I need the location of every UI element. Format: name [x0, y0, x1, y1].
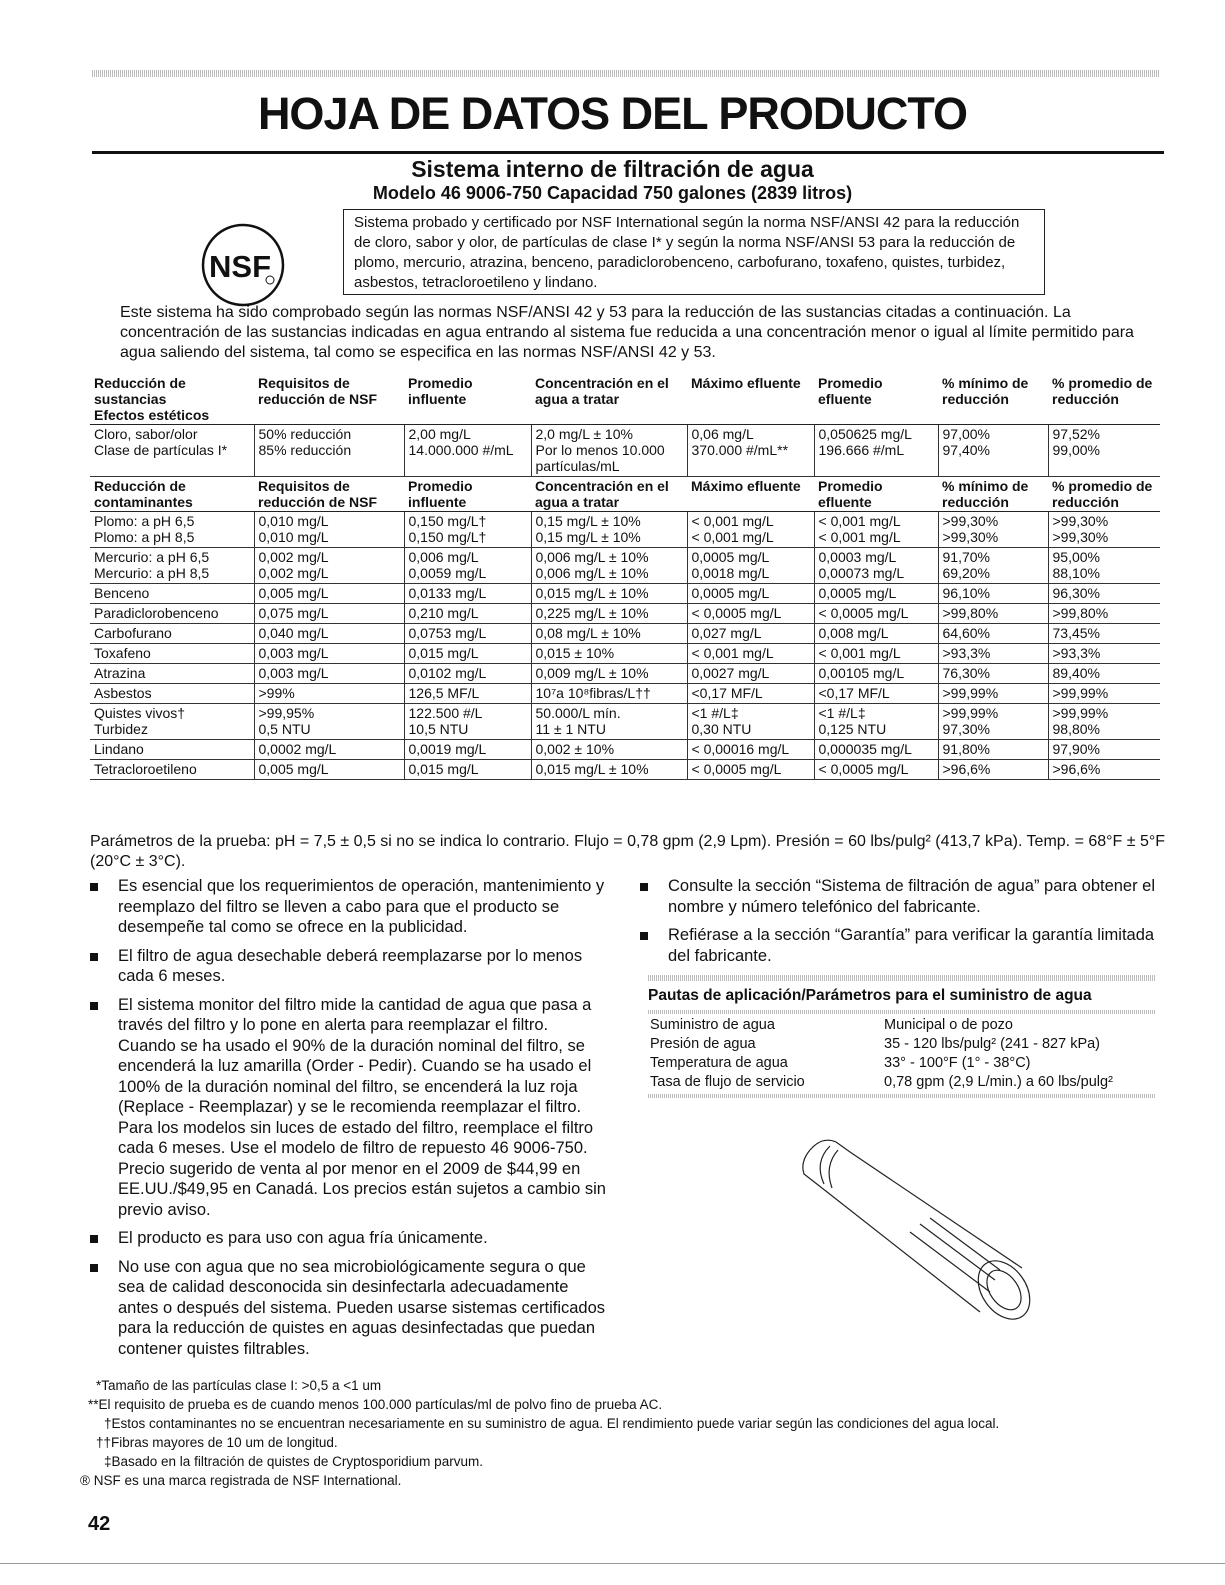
table-cell: Paradiclorobenceno	[90, 604, 254, 624]
bottom-rule	[0, 1563, 1225, 1564]
table-cell: 91,80%	[938, 740, 1048, 760]
table-cell: 0,003 mg/L	[254, 644, 404, 664]
table-cell: >99%	[254, 684, 404, 704]
table-cell: 122.500 #/L 10,5 NTU	[404, 704, 531, 740]
table-cell: >99,30% >99,30%	[938, 512, 1048, 548]
table-cell: 0,00105 mg/L	[814, 664, 938, 684]
table-cell: < 0,0005 mg/L	[814, 604, 938, 624]
pautas-label: Suministro de agua	[650, 1017, 775, 1033]
pautas-header-dotted-bar	[648, 1010, 1156, 1014]
table-cell: 0,008 mg/L	[814, 624, 938, 644]
table-cell: 0,006 mg/L 0,0059 mg/L	[404, 548, 531, 584]
table-cell: >99,99% 97,30%	[938, 704, 1048, 740]
test-parameters: Parámetros de la prueba: pH = 7,5 ± 0,5 si no se indica lo contrario. Flujo = 0,78 gpm (2,9 Lpm). Presión = 60 lbs/pulg² (413,7 kPa). Temp. = 68°F ± 5°F (20°C ± 3°C).	[90, 833, 1166, 870]
table-cell: Promedio influente	[404, 477, 531, 512]
table-cell: Asbestos	[90, 684, 254, 704]
table-cell: 97,52% 99,00%	[1048, 425, 1160, 477]
table-cell: 97,90%	[1048, 740, 1160, 760]
pautas-label: Temperatura de agua	[650, 1055, 788, 1071]
table-cell: < 0,0005 mg/L	[814, 760, 938, 780]
bullet-item	[88, 1257, 608, 1360]
table-cell: 0,06 mg/L 370.000 #/mL**	[687, 425, 814, 477]
bullet-text: Refiérase a la sección “Garantía” para verificar la garantía limitada del fabricante.	[668, 926, 1155, 965]
table-cell: 0,009 mg/L ± 10%	[531, 664, 687, 684]
table-cell: 0,0102 mg/L	[404, 664, 531, 684]
table-row	[90, 425, 1160, 477]
table-row	[90, 760, 1160, 780]
table-cell: 0,0753 mg/L	[404, 624, 531, 644]
table-cell: < 0,001 mg/L	[687, 644, 814, 664]
pautas-row	[648, 1035, 1156, 1054]
table-cell: <1 #/L‡ 0,125 NTU	[814, 704, 938, 740]
table-cell: 0,010 mg/L 0,010 mg/L	[254, 512, 404, 548]
table-cell: 50% reducción 85% reducción	[254, 425, 404, 477]
bullet-item	[88, 995, 608, 1221]
table-cell: 89,40%	[1048, 664, 1160, 684]
table-row	[90, 684, 1160, 704]
table-cell: Máximo efluente	[687, 477, 814, 512]
table-cell: 0,075 mg/L	[254, 604, 404, 624]
table-cell: <0,17 MF/L	[687, 684, 814, 704]
bullet-item	[638, 876, 1158, 917]
table-row	[90, 548, 1160, 584]
table-cell: 0,150 mg/L† 0,150 mg/L†	[404, 512, 531, 548]
table-cell: Reducción de contaminantes	[90, 477, 254, 512]
bullet-square-icon	[90, 953, 98, 961]
table-cell: Mercurio: a pH 6,5 Mercurio: a pH 8,5	[90, 548, 254, 584]
table-cell: >99,99% 98,80%	[1048, 704, 1160, 740]
table-body	[90, 374, 1160, 780]
bullet-square-icon	[640, 883, 648, 891]
pautas-dotted-bar	[648, 975, 1156, 981]
table-cell: <0,17 MF/L	[814, 684, 938, 704]
footnote: †Estos contaminantes no se encuentran necesariamente en su suministro de agua. El rendimiento puede variar según las condiciones del agua local.	[104, 1416, 1000, 1431]
table-cell: % promedio de reducción	[1048, 477, 1160, 512]
table-cell: 0,005 mg/L	[254, 760, 404, 780]
table-cell: % promedio de reducción	[1048, 374, 1160, 425]
table-cell: 2,00 mg/L 14.000.000 #/mL	[404, 425, 531, 477]
table-cell: Benceno	[90, 584, 254, 604]
table-cell: 0,0005 mg/L 0,0018 mg/L	[687, 548, 814, 584]
table-cell: 0,0002 mg/L	[254, 740, 404, 760]
table-cell: 0,0005 mg/L	[814, 584, 938, 604]
table-cell: >99,80%	[1048, 604, 1160, 624]
pautas-row	[648, 1016, 1156, 1035]
table-cell: Quistes vivos† Turbidez	[90, 704, 254, 740]
table-cell: 0,210 mg/L	[404, 604, 531, 624]
bullet-list-right	[638, 876, 1158, 974]
table-cell: 0,050625 mg/L 196.666 #/mL	[814, 425, 938, 477]
model-capacity-line: Modelo 46 9006-750 Capacidad 750 galones (2839 litros)	[372, 183, 853, 203]
table-cell: % mínimo de reducción	[938, 374, 1048, 425]
pautas-value: 33° - 100°F (1° - 38°C)	[884, 1055, 1031, 1071]
section-title: Sistema interno de filtración de agua	[411, 156, 814, 182]
table-cell: < 0,001 mg/L < 0,001 mg/L	[814, 512, 938, 548]
table-cell: 96,10%	[938, 584, 1048, 604]
intro-paragraph: Este sistema ha sido comprobado según las normas NSF/ANSI 42 y 53 para la reducción de las sustancias citadas a continuación. La concentración de las sustancias indicadas en agua entrando al sistema fue reducida a una concentración menor o igual al límite permitido para agua saliendo del sistema, tal como se especifica en las normas NSF/ANSI 42 y 53.	[120, 304, 1134, 361]
table-cell: 50.000/L mín. 11 ± 1 NTU	[531, 704, 687, 740]
table-cell: 0,0005 mg/L	[687, 584, 814, 604]
footnotes	[80, 1376, 1180, 1490]
pautas-row	[648, 1073, 1156, 1092]
table-cell: 0,015 mg/L	[404, 644, 531, 664]
table-cell: 76,30%	[938, 664, 1048, 684]
bullet-text: Consulte la sección “Sistema de filtración de agua” para obtener el nombre y número telefónico del fabricante.	[668, 877, 1156, 916]
pautas-label: Presión de agua	[650, 1036, 756, 1052]
pautas-table	[648, 1016, 1156, 1092]
table-cell: >96,6%	[938, 760, 1048, 780]
pautas-title: Pautas de aplicación/Parámetros para el suministro de agua	[648, 987, 1092, 1004]
bullet-text: Es esencial que los requerimientos de operación, mantenimiento y reemplazo del filtro se lleven a cabo para que el producto se desempeñe tal como se ofrece en la publicidad.	[118, 877, 605, 936]
nsf-logo-text: NSF	[209, 249, 271, 284]
table-cell: 91,70% 69,20%	[938, 548, 1048, 584]
table-row	[90, 584, 1160, 604]
pautas-row	[648, 1054, 1156, 1073]
table-cell: Lindano	[90, 740, 254, 760]
bullet-square-icon	[640, 932, 648, 940]
table-cell: 0,002 ± 10%	[531, 740, 687, 760]
table-cell: >96,6%	[1048, 760, 1160, 780]
table-cell: >99,99%	[1048, 684, 1160, 704]
table-cell: 64,60%	[938, 624, 1048, 644]
page-number: 42	[88, 1513, 111, 1535]
table-cell: >99,30% >99,30%	[1048, 512, 1160, 548]
table-cell: Promedio influente	[404, 374, 531, 425]
table-cell: Cloro, sabor/olor Clase de partículas I*	[90, 425, 254, 477]
table-cell: 0,015 ± 10%	[531, 644, 687, 664]
table-cell: 95,00% 88,10%	[1048, 548, 1160, 584]
table-row	[90, 664, 1160, 684]
table-cell: < 0,001 mg/L	[814, 644, 938, 664]
table-cell: 0,003 mg/L	[254, 664, 404, 684]
nsf-certification-box: Sistema probado y certificado por NSF International según la norma NSF/ANSI 42 para la reducción de cloro, sabor y olor, de partículas de clase I* y según la norma NSF/ANSI 53 para la reducción de plomo, mercurio, atrazina, benceno, paradiclorobenceno, carbofurano, toxafeno, quistes, turbidez, asbestos, tetracloroetileno y lindano.	[343, 209, 1045, 295]
table-cell: 10⁷a 10⁸fibras/L††	[531, 684, 687, 704]
nsf-logo-icon	[200, 222, 286, 308]
table-row	[90, 512, 1160, 548]
table-row	[90, 740, 1160, 760]
pautas-value: 0,78 gpm (2,9 L/min.) a 60 lbs/pulg²	[884, 1074, 1113, 1090]
table-cell: 0,002 mg/L 0,002 mg/L	[254, 548, 404, 584]
title-rule	[92, 151, 1164, 154]
table-cell: < 0,0005 mg/L	[687, 760, 814, 780]
pautas-value: Municipal o de pozo	[884, 1017, 1013, 1033]
bullet-item	[88, 946, 608, 987]
bullet-text: El filtro de agua desechable deberá reemplazarse por lo menos cada 6 meses.	[118, 946, 583, 985]
table-cell: Plomo: a pH 6,5 Plomo: a pH 8,5	[90, 512, 254, 548]
bullet-item	[88, 1228, 608, 1249]
table-cell: < 0,001 mg/L < 0,001 mg/L	[687, 512, 814, 548]
table-cell: 0,0003 mg/L 0,00073 mg/L	[814, 548, 938, 584]
pautas-label: Tasa de flujo de servicio	[650, 1074, 805, 1090]
table-cell: 97,00% 97,40%	[938, 425, 1048, 477]
table-cell: 0,08 mg/L ± 10%	[531, 624, 687, 644]
table-cell: 126,5 MF/L	[404, 684, 531, 704]
table-cell: Promedio efluente	[814, 477, 938, 512]
table-header-row	[90, 477, 1160, 512]
bullet-list-left	[88, 876, 608, 1367]
table-cell: % mínimo de reducción	[938, 477, 1048, 512]
table-row	[90, 704, 1160, 740]
bullet-item	[638, 925, 1158, 966]
table-cell: 0,015 mg/L ± 10%	[531, 760, 687, 780]
table-cell: Requisitos de reducción de NSF	[254, 477, 404, 512]
footnote: ® NSF es una marca registrada de NSF International.	[80, 1473, 402, 1488]
table-cell: Máximo efluente	[687, 374, 814, 425]
bullet-square-icon	[90, 1264, 98, 1272]
table-row	[90, 644, 1160, 664]
bullet-text: No use con agua que no sea microbiológicamente segura o que sea de calidad desconocida sin desinfectarla adecuadamente antes o después del sistema. Pueden usarse sistemas certificados para la reducción de quistes en aguas desinfectadas que puedan contener quistes filtrables.	[118, 1257, 606, 1358]
page-title: HOJA DE DATOS DEL PRODUCTO	[257, 88, 968, 139]
bullet-square-icon	[90, 1002, 98, 1010]
bullet-text: El producto es para uso con agua fría únicamente.	[118, 1229, 488, 1247]
table-cell: 73,45%	[1048, 624, 1160, 644]
table-cell: >93,3%	[938, 644, 1048, 664]
table-cell: 0,006 mg/L ± 10% 0,006 mg/L ± 10%	[531, 548, 687, 584]
table-cell: 2,0 mg/L ± 10% Por lo menos 10.000 partículas/mL	[531, 425, 687, 477]
table-cell: 0,027 mg/L	[687, 624, 814, 644]
table-cell: 0,0027 mg/L	[687, 664, 814, 684]
table-cell: 0,0133 mg/L	[404, 584, 531, 604]
table-cell: 0,225 mg/L ± 10%	[531, 604, 687, 624]
table-header-row	[90, 374, 1160, 425]
table-cell: >99,99%	[938, 684, 1048, 704]
table-cell: < 0,00016 mg/L	[687, 740, 814, 760]
table-cell: Atrazina	[90, 664, 254, 684]
bullet-square-icon	[90, 1235, 98, 1243]
table-cell: Reducción de sustancias Efectos estéticos	[90, 374, 254, 425]
top-dotted-bar	[92, 70, 1160, 77]
table-cell: Concentración en el agua a tratar	[531, 477, 687, 512]
footnote: ‡Basado en la filtración de quistes de Cryptosporidium parvum.	[104, 1454, 483, 1469]
table-cell: 0,015 mg/L	[404, 760, 531, 780]
bullet-square-icon	[90, 883, 98, 891]
table-row	[90, 624, 1160, 644]
table-cell: <1 #/L‡ 0,30 NTU	[687, 704, 814, 740]
table-cell: Promedio efluente	[814, 374, 938, 425]
table-cell: >93,3%	[1048, 644, 1160, 664]
table-cell: Tetracloroetileno	[90, 760, 254, 780]
table-cell: < 0,0005 mg/L	[687, 604, 814, 624]
table-cell: 0,040 mg/L	[254, 624, 404, 644]
table-cell: 0,15 mg/L ± 10% 0,15 mg/L ± 10%	[531, 512, 687, 548]
bullet-item	[88, 876, 608, 938]
table-cell: >99,80%	[938, 604, 1048, 624]
table-cell: 0,0019 mg/L	[404, 740, 531, 760]
pautas-value: 35 - 120 lbs/pulg² (241 - 827 kPa)	[884, 1036, 1101, 1052]
table-cell: Carbofurano	[90, 624, 254, 644]
table-cell: 0,015 mg/L ± 10%	[531, 584, 687, 604]
table-row	[90, 604, 1160, 624]
table-cell: >99,95% 0,5 NTU	[254, 704, 404, 740]
table-cell: Concentración en el agua a tratar	[531, 374, 687, 425]
table-cell: 0,000035 mg/L	[814, 740, 938, 760]
footnote: ††Fibras mayores de 10 um de longitud.	[96, 1435, 338, 1450]
table-cell: Toxafeno	[90, 644, 254, 664]
table-cell: 0,005 mg/L	[254, 584, 404, 604]
footnote: **El requisito de prueba es de cuando menos 100.000 partículas/ml de polvo fino de prueba AC.	[88, 1397, 663, 1412]
bullet-text: El sistema monitor del filtro mide la cantidad de agua que pasa a través del filtro y lo pone en alerta para reemplazar el filtro. Cuando se ha usado el 90% de la duración nominal del filtro, se encenderá la luz amarilla (Order - Pedir). Cuando se ha usado el 100% de la duración nominal del filtro, se encenderá la luz roja (Replace - Reemplazar) y se le recomienda reemplazar el filtro. Para los modelos sin luces de estado del filtro, reemplace el filtro cada 6 meses. Use el modelo de filtro de repuesto 46 9006-750. Precio sugerido de venta al por menor en el 2009 de $44,99 en EE.UU./$49,95 en Canadá. Los precios están sujetos a cambio sin previo aviso.	[118, 995, 606, 1219]
water-filter-illustration	[790, 1122, 1040, 1322]
pautas-footer-dotted-bar	[648, 1094, 1156, 1098]
table-cell: 96,30%	[1048, 584, 1160, 604]
performance-data-table	[90, 374, 1160, 780]
footnote: *Tamaño de las partículas clase I: >0,5 a <1 um	[96, 1378, 382, 1393]
table-cell: Requisitos de reducción de NSF	[254, 374, 404, 425]
